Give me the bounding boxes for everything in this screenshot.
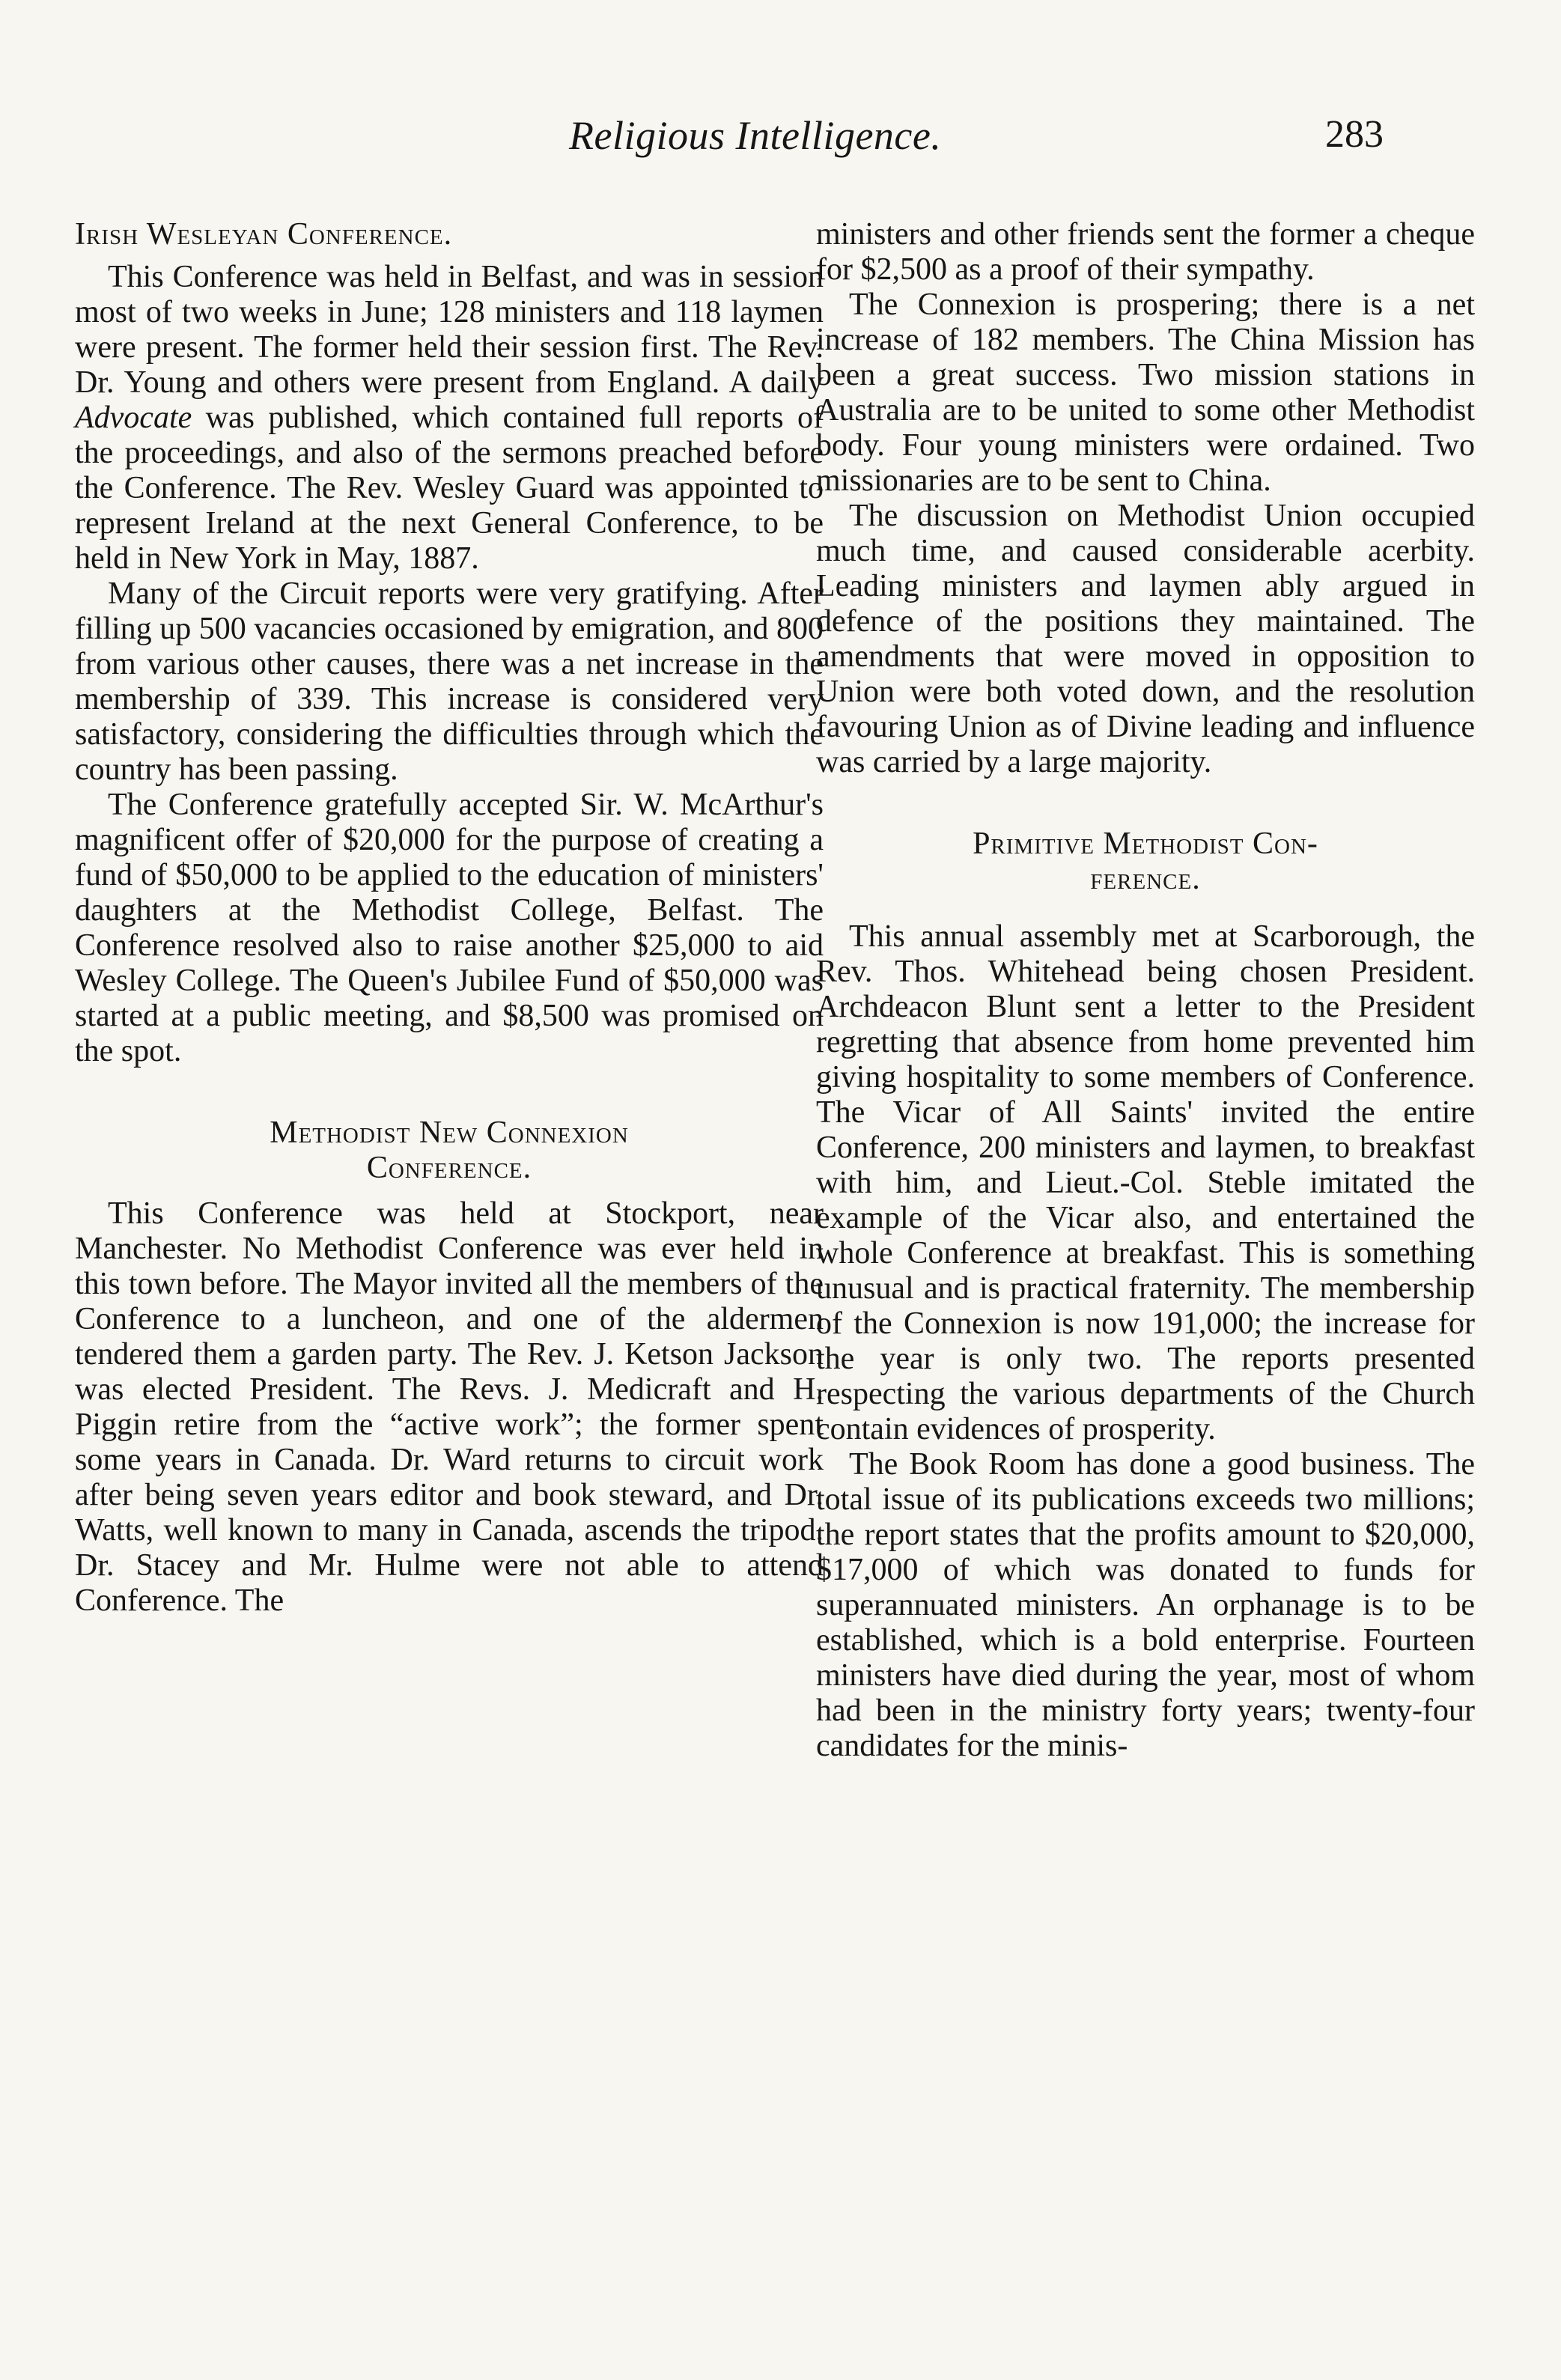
left-column [75, 217, 824, 1619]
section-heading-irish-wesleyan: Irish Wesleyan Conference. [75, 217, 453, 252]
running-head [0, 112, 1561, 165]
section-heading-line: Methodist New Connexion [270, 1116, 629, 1150]
paragraph: This Conference was held at Stockport, near Manchester. No Methodist Conference was ever held in this town before. The Mayor invited all the members of the Conference to a luncheon, and one of the aldermen tendered them a garden party. The Rev. J. Ketson Jackson was elected President. The Revs. J. Medicraft and H. Piggin retire from the “active work”; the former spent some years in Canada. Dr. Ward returns to circuit work after being seven years editor and book steward, and Dr. Watts, well known to many in Canada, ascends the tripod. Dr. Stacey and Mr. Hulme were not able to attend Conference. The [75, 1196, 824, 1618]
paragraph: The Connexion is prospering; there is a net increase of 182 members. The China Mission has been a great success. Two mission stations in Australia are to be united to some other Methodist body. Four young ministers were ordained. Two missionaries are to be sent to China. [816, 287, 1475, 498]
section-heading-new-connexion [75, 1116, 824, 1186]
paragraph-text: was published, which contained full reports of the proceedings, and also of the sermons preached before the Conference. The Rev. Wesley Guard was appointed to represent Ireland at the next General Conference, to be held in New York in May, 1887. [75, 401, 824, 576]
paragraph-text: This Conference was held in Belfast, and was in session most of two weeks in June; 128 ministers and 118 laymen were present. The former held their session first. The Rev. Dr. Young and others were present from England. A daily [75, 260, 824, 400]
section-heading-line: Conference. [366, 1151, 532, 1185]
section-heading-line: Primitive Methodist Con- [973, 827, 1318, 861]
paragraph: The Conference gratefully accepted Sir. W. McArthur's magnificent offer of $20,000 for the purpose of creating a fund of $50,000 to be applied to the education of ministers' daughters at the Methodist College, Belfast. The Conference resolved also to raise another $25,000 to aid Wesley College. The Queen's Jubilee Fund of $50,000 was started at a public meeting, and $8,500 was promised on the spot. [75, 788, 824, 1068]
section-heading-primitive-methodist [816, 827, 1475, 897]
italic-title: Advocate [75, 401, 192, 435]
paragraph: The Book Room has done a good business. The total issue of its publications exceeds two millions; the report states that the profits amount to $20,000, $17,000 of which was donated to funds for superannuated ministers. An orphanage is to be established, which is a bold enterprise. Fourteen ministers have died during the year, most of whom had been in the ministry forty years; twenty-four candidates for the minis- [816, 1447, 1475, 1763]
paragraph [75, 260, 824, 576]
page-number: 283 [1325, 113, 1384, 156]
right-column [816, 217, 1475, 1764]
paragraph: Many of the Circuit reports were very gratifying. After filling up 500 vacancies occasioned by emigration, and 800 from various other causes, there was a net increase in the membership of 339. This increase is considered very satisfactory, considering the difficulties through which the country has been passing. [75, 576, 824, 787]
section-heading-line: ference. [1090, 862, 1201, 896]
paragraph-continued: ministers and other friends sent the former a cheque for $2,500 as a proof of their sympathy. [816, 217, 1475, 287]
paragraph: This annual assembly met at Scarborough, the Rev. Thos. Whitehead being chosen President. Archdeacon Blunt sent a letter to the President regretting that absence from home prevented him giving hospitality to some members of Conference. The Vicar of All Saints' invited the entire Conference, 200 ministers and laymen, to breakfast with him, and Lieut.-Col. Steble imitated the example of the Vicar also, and entertained the whole Conference at breakfast. This is something unusual and is practical fraternity. The membership of the Connexion is now 191,000; the increase for the year is only two. The reports presented respecting the various departments of the Church contain evidences of prosperity. [816, 919, 1475, 1446]
paragraph: The discussion on Methodist Union occupied much time, and caused considerable acerbity. Leading ministers and laymen ably argued in defence of the positions they maintained. The amendments that were moved in opposition to Union were both voted down, and the resolution favouring Union as of Divine leading and influence was carried by a large majority. [816, 499, 1475, 779]
running-title: Religious Intelligence. [569, 113, 942, 158]
